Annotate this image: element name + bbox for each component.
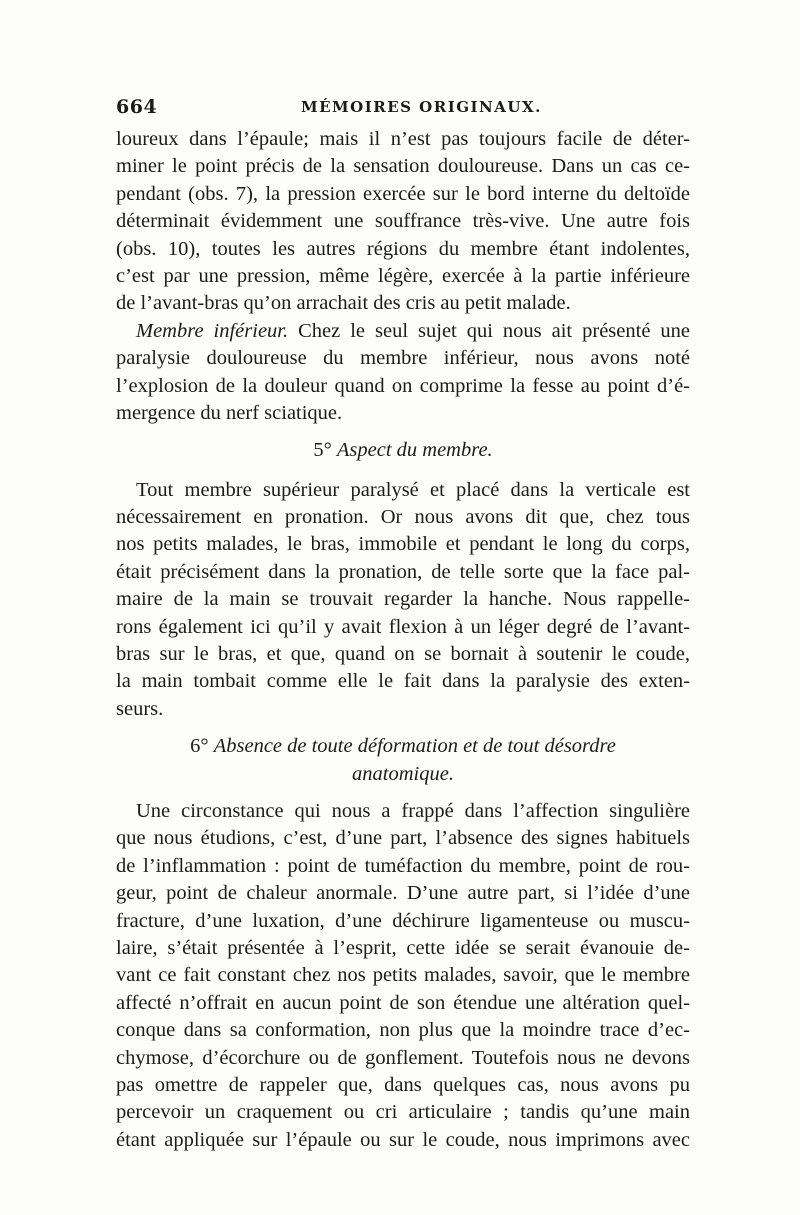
text-line: chymose, d’écorchure ou de gonflement. Toutefois nous ne devons: [116, 1046, 690, 1069]
paragraph-shoulder-pain: [116, 126, 690, 318]
text-line: conque dans sa conformation, non plus que la moindre trace d’ec-: [116, 1019, 690, 1042]
text-line: Tout membre supérieur paralysé et placé dans la verticale est: [136, 478, 690, 501]
text-line: c’est par une pression, même légère, exercée à la partie inférieure: [116, 264, 690, 287]
text-line: rons également ici qu’il y avait flexion à un léger degré de l’avant-: [116, 615, 690, 638]
section-heading-5: [116, 437, 690, 464]
text-line: maire de la main se trouvait regarder la hanche. Nous rappelle-: [116, 588, 690, 611]
text-line: la main tombait comme elle le fait dans la paralysie des exten-: [116, 670, 690, 693]
text-line: (obs. 10), toutes les autres régions du membre étant indolentes,: [116, 237, 690, 260]
text-line: étant appliquée sur l’épaule ou sur le coude, nous imprimons avec: [116, 1128, 690, 1151]
text-line: vant ce fait constant chez nos petits malades, savoir, que le membre: [116, 964, 690, 987]
text-line: Une circonstance qui nous a frappé dans l’affection singulière: [136, 799, 690, 822]
text-line: laire, s’était présentée à l’esprit, cette idée se serait évanouie de-: [116, 936, 690, 959]
paragraph-no-deformity: [116, 798, 690, 1154]
section-number: 5°: [313, 439, 332, 462]
text-line: loureux dans l’épaule; mais il n’est pas toujours facile de déter-: [116, 128, 690, 150]
section-title: Aspect du membre.: [336, 439, 493, 462]
text-line: geur, point de chaleur anormale. D’une autre part, si l’idée d’une: [116, 882, 690, 905]
text-line: nos petits malades, le bras, immobile et pendant le long du corps,: [116, 533, 690, 556]
paragraph-limb-aspect: [116, 477, 690, 724]
section-number: 6°: [190, 735, 209, 758]
body-text: [116, 126, 690, 1154]
section-heading-6: [116, 733, 690, 760]
text-line: pas omettre de rappeler que, dans quelques cas, nous avons pu: [116, 1073, 690, 1096]
text-line: miner le point précis de la sensation douloureuse. Dans un cas ce-: [116, 155, 690, 178]
section-title: anatomique.: [352, 762, 454, 785]
text-line: que nous étudions, c’est, d’une part, l’absence des signes habituels: [116, 827, 690, 850]
run-in-heading: Membre inférieur.: [136, 319, 289, 342]
text-line: pendant (obs. 7), la pression exercée sur le bord interne du deltoïde: [116, 182, 690, 205]
text-line: de l’inflammation : point de tuméfaction du membre, point de rou-: [116, 854, 690, 877]
text-line: de l’avant-bras qu’on arrachait des cris au petit malade.: [116, 292, 571, 315]
paragraph-lower-limb: [116, 318, 690, 428]
section-heading-6-continued: [116, 761, 690, 788]
text-line: nécessairement en pronation. Or nous avons dit que, chez tous: [116, 506, 690, 529]
text-line: mergence du nerf sciatique.: [116, 401, 343, 424]
text-line: fracture, d’une luxation, d’une déchirure ligamenteuse ou muscu-: [116, 909, 690, 932]
page-header: [116, 96, 690, 120]
text-line: affecté n’offrait en aucun point de son étendue une altération quel-: [116, 991, 690, 1014]
text-line: était précisément dans la pronation, de telle sorte que la face pal-: [116, 560, 690, 583]
text-line: seurs.: [116, 697, 164, 720]
text-line: paralysie douloureuse du membre inférieur, nous avons noté: [116, 347, 690, 370]
page-number: 664: [116, 96, 158, 118]
section-title: Absence de toute déformation et de tout désordre: [213, 735, 616, 758]
running-head: MÉMOIRES ORIGINAUX.: [301, 98, 542, 116]
text-line: percevoir un craquement ou cri articulaire ; tandis qu’une main: [116, 1101, 690, 1124]
text-line: l’explosion de la douleur quand on comprime la fesse au point d’é-: [116, 374, 690, 397]
text-run: Chez le seul sujet qui nous ait présenté une: [288, 319, 691, 342]
text-line: bras sur le bras, et que, quand on se bornait à soutenir le coude,: [116, 643, 690, 666]
text-line: déterminait évidemment une souffrance très-vive. Une autre fois: [116, 210, 690, 233]
text-line: [116, 318, 690, 345]
